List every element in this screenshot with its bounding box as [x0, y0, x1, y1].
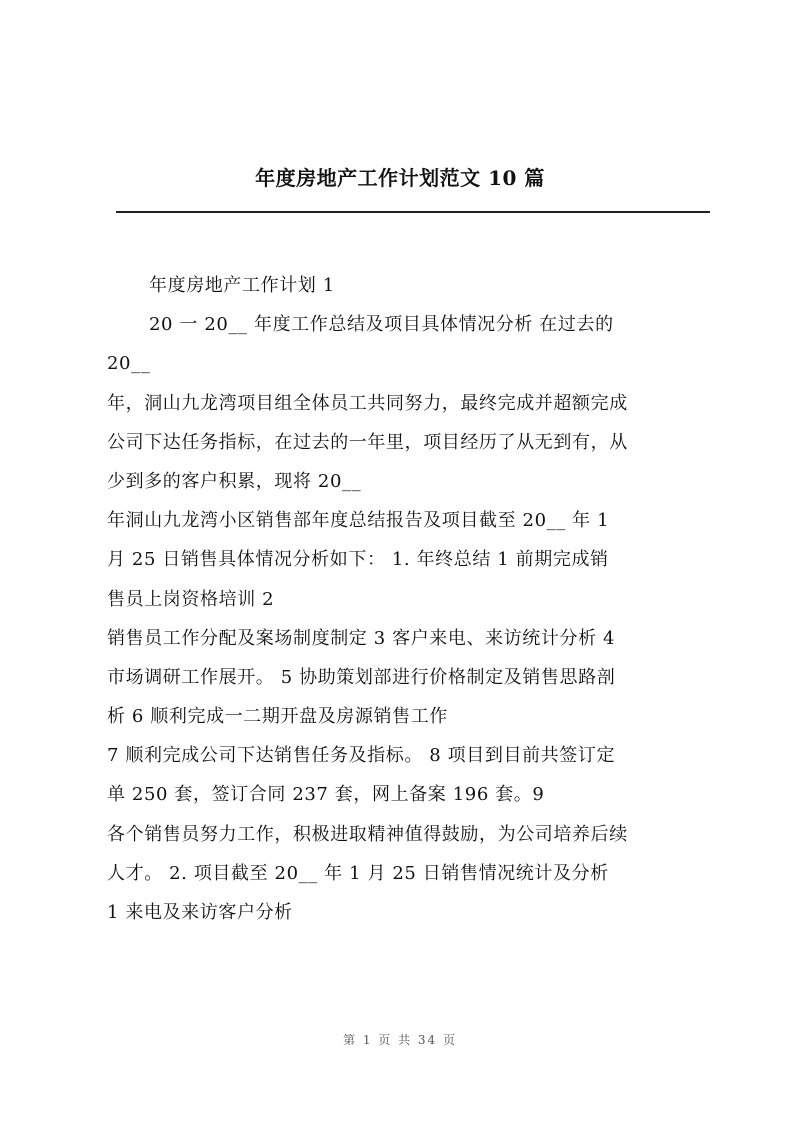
- text-line: 析 6 顺利完成一二期开盘及房源销售工作: [107, 706, 448, 728]
- text-line: 1 来电及来访客户分析: [107, 902, 293, 923]
- text-line: 市场调研工作展开。 5 协助策划部进行价格制定及销售思路剖: [107, 666, 616, 688]
- text-line: 20__: [107, 353, 151, 375]
- text-line: 人才。 2. 项目截至 20__ 年 1 月 25 日销售情况统计及分析: [107, 862, 609, 884]
- page-number-footer: 第 1 页 共 34 页: [343, 1033, 457, 1047]
- text-line: 7 顺利完成公司下达销售任务及指标。 8 项目到目前共签订定: [107, 745, 616, 767]
- text-line: 单 250 套，签订合同 237 套，网上备案 196 套。9: [107, 784, 545, 806]
- text-line: 销售员工作分配及案场制度制定 3 客户来电、来访统计分析 4: [107, 627, 616, 649]
- document-body: [107, 266, 707, 932]
- text-line: 20 一 20__ 年度工作总结及项目具体情况分析 在过去的: [149, 314, 614, 336]
- text-line: 少到多的客户积累，现将 20__: [107, 470, 362, 492]
- text-line: 年洞山九龙湾小区销售部年度总结报告及项目截至 20__ 年 1: [107, 510, 610, 532]
- document-title: 年度房地产工作计划范文 10 篇: [255, 166, 545, 190]
- text-line: 售员上岗资格培训 2: [107, 588, 275, 610]
- section-heading: 年度房地产工作计划 1: [149, 275, 335, 296]
- title-divider: [116, 211, 710, 213]
- text-line: 年，洞山九龙湾项目组全体员工共同努力，最终完成并超额完成: [107, 392, 628, 414]
- text-line: 公司下达任务指标，在过去的一年里，项目经历了从无到有，从: [107, 431, 628, 453]
- text-line: 各个销售员努力工作，积极进取精神值得鼓励，为公司培养后续: [107, 823, 628, 845]
- text-line: 月 25 日销售具体情况分析如下： 1. 年终总结 1 前期完成销: [107, 549, 609, 571]
